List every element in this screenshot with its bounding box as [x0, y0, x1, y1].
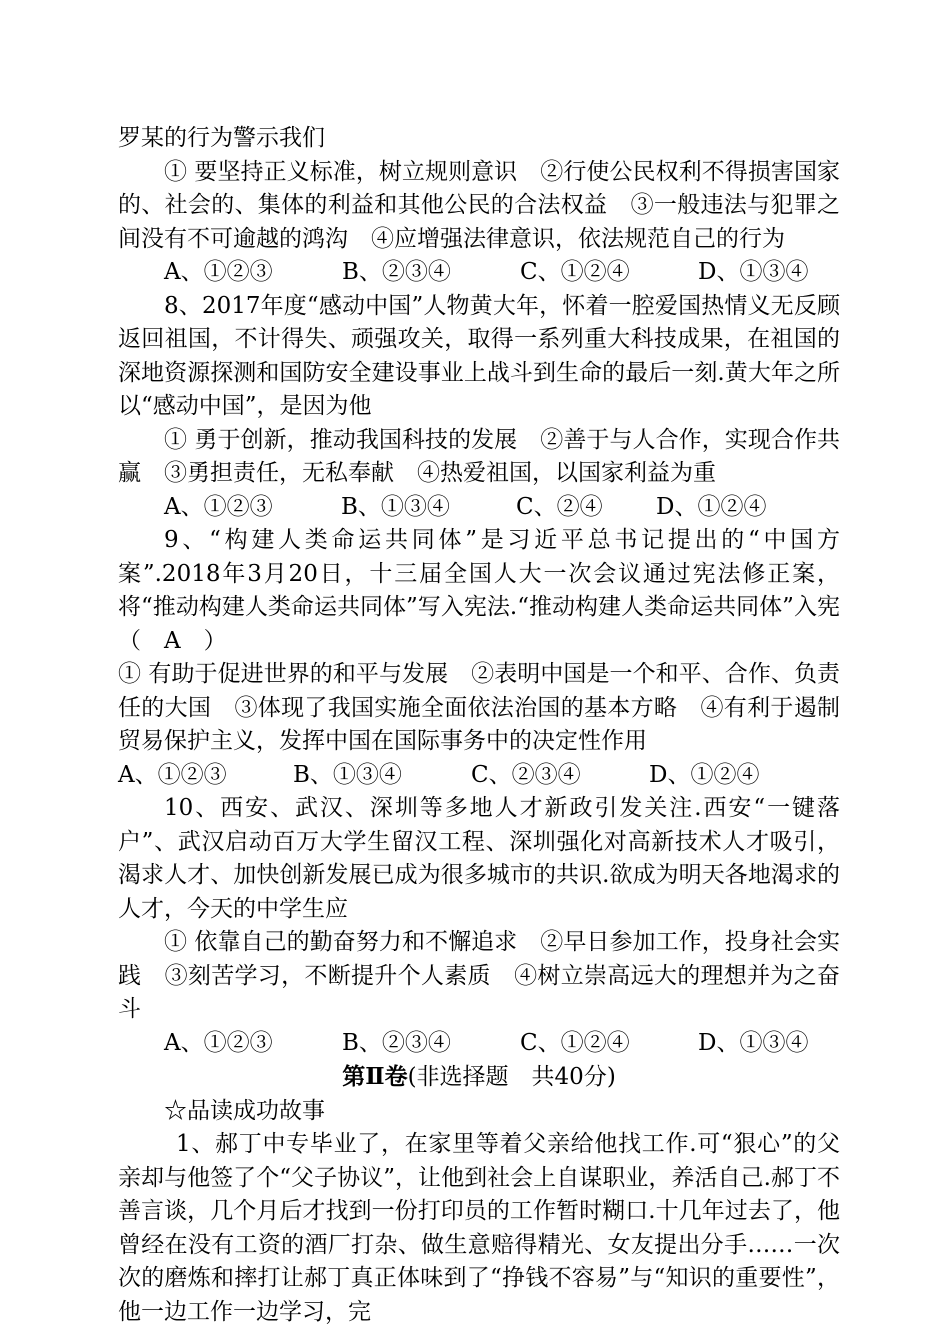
q9-option-d: D、①②④: [649, 761, 760, 788]
q8-option-a: A、①②③: [164, 493, 273, 520]
q10-option-d: D、①③④: [698, 1029, 809, 1056]
q10-option-b: B、②③④: [342, 1029, 451, 1056]
q8-options: [118, 491, 840, 525]
q10-option-c: C、①②④: [520, 1029, 630, 1056]
q7-option-b: B、②③④: [342, 259, 451, 285]
q8-statements: ① 勇于创新，推动我国科技的发展 ②善于与人合作，实现合作共赢 ③勇担责任，无私奉献 ④热爱祖国，以国家利益为重: [118, 426, 840, 486]
q10-statements: ① 依靠自己的勤奋努力和不懈追求 ②早日参加工作，投身社会实践 ③刻苦学习，不断提升个人素质 ④树立崇高远大的理想并为之奋斗: [118, 929, 840, 1022]
reading-paragraph: 1、郝丁中专毕业了，在家里等着父亲给他找工作.可“狠心”的父亲却与他签了个“父子协议”，让他到社会上自谋职业，养活自己.郝丁不善言谈，几个月后才找到一份打印员的工作暂时糊口.十几年过去了，他曾经在没有工资的酒厂打杂、做生意赔得精光、女友提出分手……一次次的磨炼和摔打让郝丁真正体味到了“挣钱不容易”与“知识的重要性”，他一边工作一边学习，完: [118, 1131, 840, 1325]
section-title-bold: 第Ⅱ卷: [342, 1063, 408, 1090]
q7-option-d: D、①③④: [698, 259, 809, 285]
q7-statements: ① 要坚持正义标准，树立规则意识 ②行使公民权利不得损害国家的、社会的、集体的利益和其他公民的合法权益 ③一般违法与犯罪之间没有不可逾越的鸿沟 ④应增强法律意识，依法规范自己的行为: [118, 158, 840, 252]
q9-option-c: C、②③④: [471, 761, 581, 788]
q9-option-a: A、①②③: [118, 761, 227, 788]
reading-heading: ☆品读成功故事: [164, 1097, 325, 1124]
q7-stem-tail: 罗某的行为警示我们: [118, 125, 325, 151]
q9-statements: ① 有助于促进世界的和平与发展 ②表明中国是一个和平、合作、负责任的大国 ③体现了我国实施全面依法治国的基本方略 ④有利于遏制贸易保护主义，发挥中国在国际事务中的决定性作用: [118, 661, 840, 754]
q9-options: [118, 759, 840, 793]
q7-options: [118, 256, 840, 290]
q10-option-a: A、①②③: [164, 1029, 273, 1056]
q7-option-a: A、①②③: [164, 259, 273, 285]
q8-stem: 8、2017年度“感动中国”人物黄大年，怀着一腔爱国热情义无反顾返回祖国，不计得失、顽强攻关，取得一系列重大科技成果，在祖国的深地资源探测和国防安全建设事业上战斗到生命的最后一刻.黄大年之所以“感动中国”，是因为他: [118, 292, 840, 419]
q8-option-c: C、②④: [516, 493, 603, 520]
q8-option-d: D、①②④: [656, 493, 767, 520]
q9-stem: 9、“构建人类命运共同体”是习近平总书记提出的“中国方案”.2018年3月20日，十三届全国人大一次会议通过宪法修正案，将“推动构建人类命运共同体”写入宪法.“推动构建人类命运共同体”入宪（ A ）: [118, 527, 840, 654]
section-title-rest: (非选择题 共40分): [407, 1064, 616, 1090]
section-title: [118, 1060, 840, 1095]
q10-stem: 10、西安、武汉、深圳等多地人才新政引发关注.西安“一键落户”、武汉启动百万大学生留汉工程、深圳强化对高新技术人才吸引，渴求人才、加快创新发展已成为很多城市的共识.欲成为明天各地渴求的人才，今天的中学生应: [118, 795, 840, 922]
q10-options: [118, 1027, 840, 1061]
page-content: [118, 122, 840, 1329]
q9-option-b: B、①③④: [293, 761, 402, 788]
q7-option-c: C、①②④: [520, 259, 630, 285]
q8-option-b: B、①③④: [341, 493, 450, 520]
